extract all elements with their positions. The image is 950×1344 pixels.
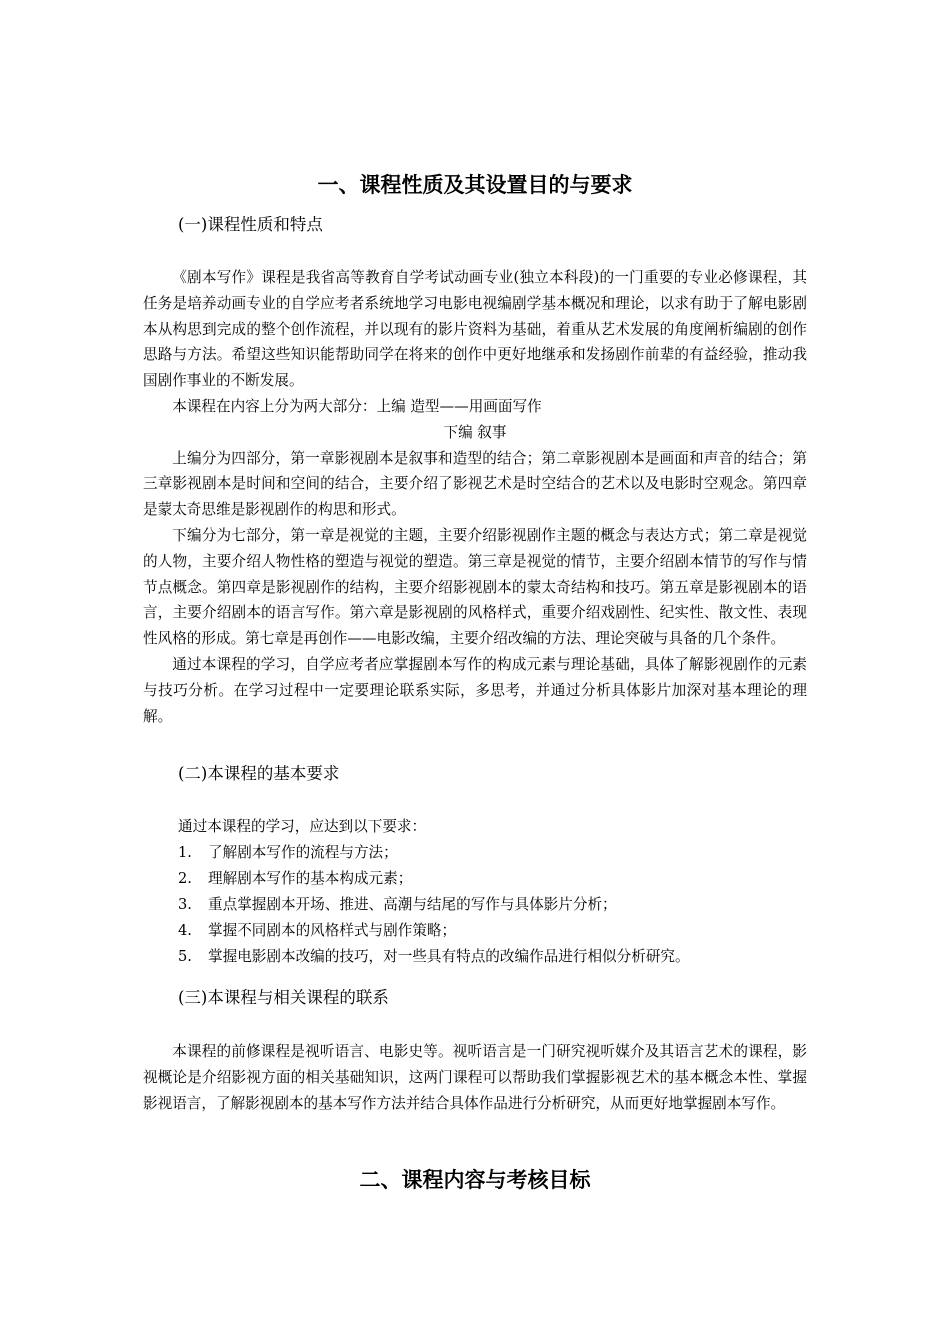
- paragraph: 本课程在内容上分为两大部分：上编 造型——用画面写作: [172, 397, 542, 415]
- list-number: 4.: [178, 922, 192, 939]
- paragraph: 通过本课程的学习，自学应考者应掌握剧本写作的构成元素与理论基础，具体了解影视剧作的元素与技巧分析。在学习过程中一定要理论联系实际，多思考，并通过分析具体影片加深对基本理论的理解。: [143, 655, 807, 725]
- section-title: 一、课程性质及其设置目的与要求: [317, 173, 633, 197]
- list-number: 5.: [178, 948, 192, 965]
- subsection-body: [143, 265, 807, 729]
- subsection-heading: (一)课程性质和特点: [178, 215, 323, 234]
- list-item: [178, 944, 808, 970]
- subsection-heading: (二)本课程的基本要求: [178, 764, 340, 783]
- paragraph: 上编分为四部分，第一章影视剧本是叙事和造型的结合；第二章影视剧本是画面和声音的结合；第三章影视剧本是时间和空间的结合，主要介绍了影视艺术是时空结合的艺术以及电影时空观念。第四章是蒙太奇思维是影视剧作的构思和形式。: [143, 449, 807, 519]
- requirements-list: [178, 814, 808, 970]
- list-text: 理解剧本写作的基本构成元素；: [208, 870, 413, 887]
- subsection-body: [143, 1039, 807, 1116]
- subsection-heading: (三)本课程与相关课程的联系: [178, 988, 389, 1007]
- paragraph: 本课程的前修课程是视听语言、电影史等。视听语言是一门研究视听媒介及其语言艺术的课程，影视概论是介绍影视方面的相关基础知识，这两门课程可以帮助我们掌握影视艺术的基本概念本性、掌握影视语言，了解影视剧本的基本写作方法并结合具体作品进行分析研究，从而更好地掌握剧本写作。: [143, 1043, 807, 1112]
- paragraph: 下编 叙事: [443, 423, 507, 441]
- list-item: [178, 840, 808, 866]
- list-number: 2.: [178, 870, 192, 887]
- list-text: 了解剧本写作的流程与方法；: [208, 844, 398, 861]
- list-item: [178, 866, 808, 892]
- list-text: 重点掌握剧本开场、推进、高潮与结尾的写作与具体影片分析；: [208, 896, 617, 913]
- list-text: 掌握电影剧本改编的技巧，对一些具有特点的改编作品进行相似分析研究。: [208, 948, 690, 965]
- paragraph: 下编分为七部分，第一章是视觉的主题，主要介绍影视剧作主题的概念与表达方式；第二章是视觉的人物，主要介绍人物性格的塑造与视觉的塑造。第三章是视觉的情节，主要介绍剧本情节的写作与情节点概念。第四章是影视剧作的结构，主要介绍影视剧本的蒙太奇结构和技巧。第五章是影视剧本的语言，主要介绍剧本的语言写作。第六章是影视剧的风格样式，重要介绍戏剧性、纪实性、散文性、表现性风格的形成。第七章是再创作——电影改编，主要介绍改编的方法、理论突破与具备的几个条件。: [143, 526, 807, 648]
- list-item: [178, 892, 808, 918]
- section-title: 二、课程内容与考核目标: [359, 1168, 591, 1192]
- list-item: [178, 918, 808, 944]
- paragraph: 《剧本写作》课程是我省高等教育自学考试动画专业(独立本科段)的一门重要的专业必修课程，其任务是培养动画专业的自学应考者系统地学习电影电视编剧学基本概况和理论，以求有助于了解电影剧本从构思到完成的整个创作流程，并以现有的影片资料为基础，着重从艺术发展的角度阐析编剧的创作思路与方法。希望这些知识能帮助同学在将来的创作中更好地继承和发扬剧作前辈的有益经验，推动我国剧作事业的不断发展。: [143, 269, 807, 390]
- list-number: 3.: [178, 896, 192, 913]
- list-intro: 通过本课程的学习，应达到以下要求：: [178, 818, 427, 835]
- list-text: 掌握不同剧本的风格样式与剧作策略；: [208, 922, 457, 939]
- list-number: 1.: [178, 844, 192, 861]
